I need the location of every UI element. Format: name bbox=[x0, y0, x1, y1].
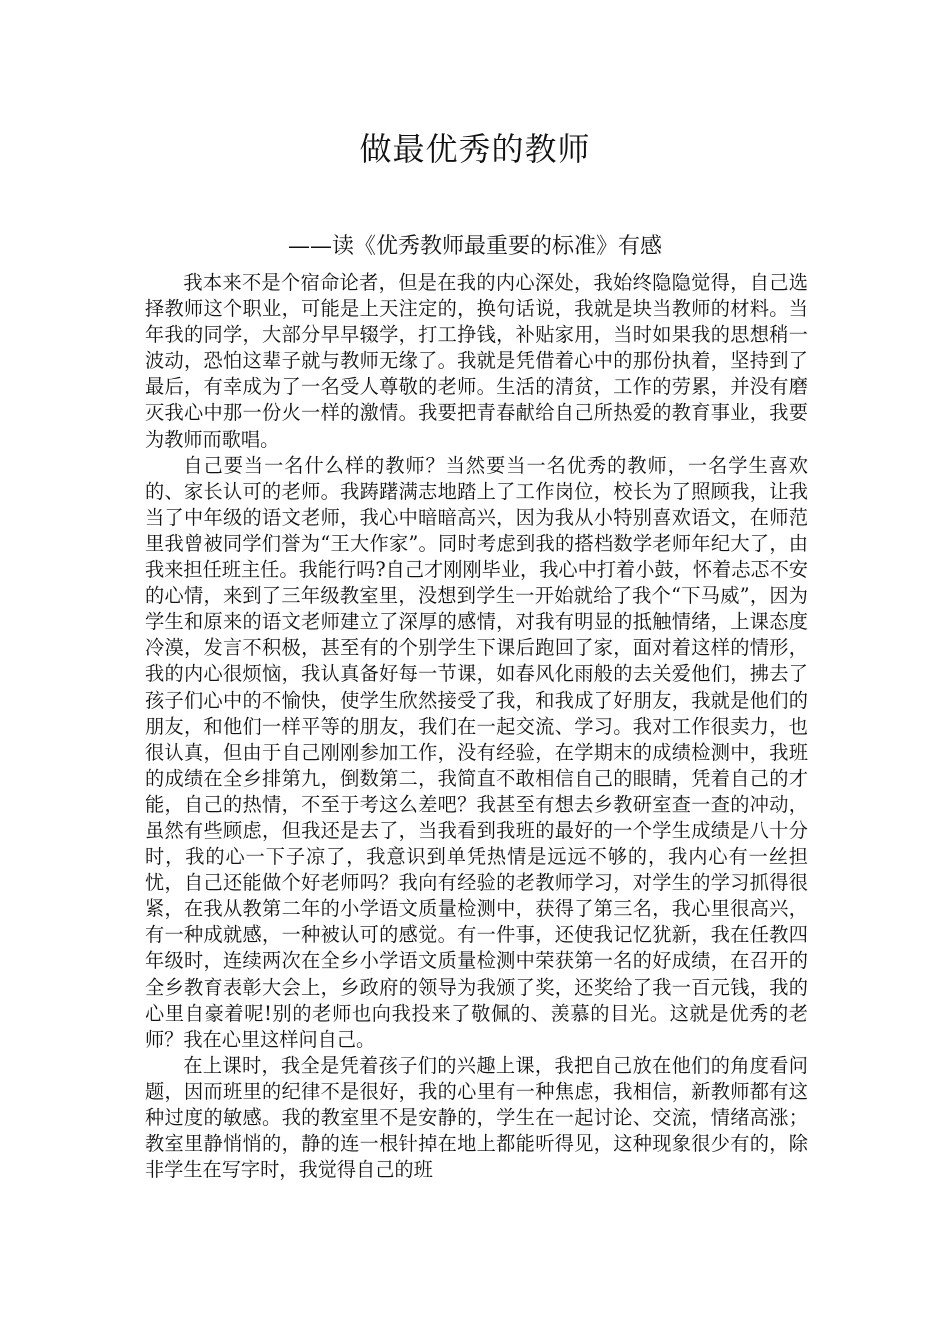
paragraph: 自己要当一名什么样的教师？当然要当一名优秀的教师，一名学生喜欢的、家长认可的老师。我踌躇满志地踏上了工作岗位，校长为了照顾我，让我当了中年级的语文老师，我心中暗暗高兴，因为我从小特别喜欢语文，在师范里我曾被同学们誉为“王大作家”。同时考虑到我的搭档数学老师年纪大了，由我来担任班主任。我能行吗?自己才刚刚毕业，我心中打着小鼓，怀着忐忑不安的心情，来到了三年级教室里，没想到学生一开始就给了我个“下马威”，因为学生和原来的语文老师建立了深厚的感情，对我有明显的抵触情绪，上课态度冷漠，发言不积极，甚至有的个别学生下课后跑回了家，面对着这样的情形，我的内心很烦恼，我认真备好每一节课，如春风化雨般的去关爱他们，拂去了孩子们心中的不愉快，使学生欣然接受了我，和我成了好朋友，我就是他们的朋友，和他们一样平等的朋友，我们在一起交流、学习。我对工作很卖力，也很认真，但由于自己刚刚参加工作，没有经验，在学期末的成绩检测中，我班的成绩在全乡排第九，倒数第二，我简直不敢相信自己的眼睛，凭着自己的才能，自己的热情，不至于考这么差吧？我甚至有想去乡教研室查一查的冲动，虽然有些顾虑，但我还是去了，当我看到我班的最好的一个学生成绩是八十分时，我的心一下子凉了，我意识到单凭热情是远远不够的，我内心有一丝担忧，自己还能做个好老师吗？我向有经验的老教师学习，对学生的学习抓得很紧，在我从教第二年的小学语文质量检测中，获得了第三名，我心里很高兴，有一种成就感，一种被认可的感觉。有一件事，还使我记忆犹新，我在任教四年级时，连续两次在全乡小学语文质量检测中荣获第一名的好成绩，在召开的全乡教育表彰大会上，乡政府的领导为我颁了奖，还奖给了我一百元钱，我的心里自豪着呢!别的老师也向我投来了敬佩的、羡慕的目光。这就是优秀的老师？我在心里这样问自己。 bbox=[145, 453, 808, 1051]
paragraph: 我本来不是个宿命论者，但是在我的内心深处，我始终隐隐觉得，自己选择教师这个职业，可能是上天注定的，换句话说，我就是块当教师的材料。当年我的同学，大部分早早辍学，打工挣钱，补贴家用，当时如果我的思想稍一波动，恐怕这辈子就与教师无缘了。我就是凭借着心中的那份执着，坚持到了最后，有幸成为了一名受人尊敬的老师。生活的清贫，工作的劳累，并没有磨灭我心中那一份火一样的激情。我要把青春献给自己所热爱的教育事业，我要为教师而歌唱。 bbox=[145, 271, 808, 451]
paragraph: 在上课时，我全是凭着孩子们的兴趣上课，我把自己放在他们的角度看问题，因而班里的纪律不是很好，我的心里有一种焦虑，我相信，新教师都有这种过度的敏感。我的教室里不是安静的，学生在一起讨论、交流，情绪高涨；教室里静悄悄的，静的连一根针掉在地上都能听得见，这种现象很少有的，除非学生在写字时，我觉得自己的班 bbox=[145, 1053, 808, 1182]
document-body bbox=[145, 270, 808, 1183]
document-title: 做最优秀的教师 bbox=[359, 130, 591, 168]
document-subtitle: ——读《优秀教师最重要的标准》有感 bbox=[287, 234, 662, 259]
